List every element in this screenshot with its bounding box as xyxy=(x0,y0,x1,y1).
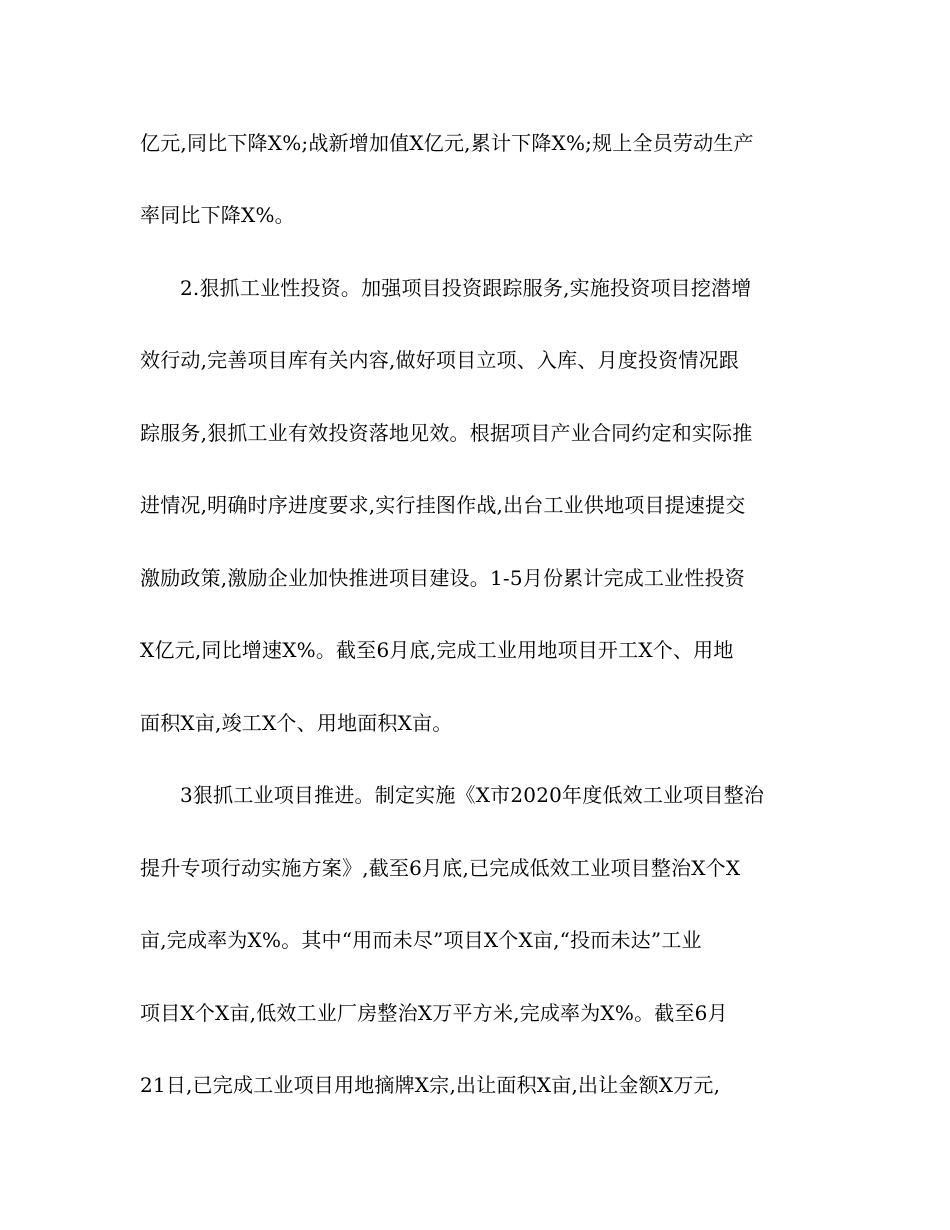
text-line: 激励政策,激励企业加快推进项目建设。1-5月份累计完成工业性投资 xyxy=(140,566,745,590)
paragraph-2-start: 2.狠抓工业性投资。加强项目投资跟踪服务,实施投资项目挖潜增 xyxy=(180,276,752,300)
text-line: 亩,完成率为X%。其中“用而未尽”项目X个X亩,“投而未达”工业 xyxy=(140,928,702,952)
text-line: X亿元,同比增速X%。截至6月底,完成工业用地项目开工X个、用地 xyxy=(140,638,734,662)
text-line: 进情况,明确时序进度要求,实行挂图作战,出台工业供地项目提速提交 xyxy=(140,493,746,517)
text-line: 21日,已完成工业项目用地摘牌X宗,出让面积X亩,出让金额X万元, xyxy=(140,1073,721,1097)
text-line: 效行动,完善项目库有关内容,做好项目立项、入库、月度投资情况跟 xyxy=(140,348,739,372)
text-line: 率同比下降X%。 xyxy=(140,203,295,227)
text-line: 项目X个X亩,低效工业厂房整治X万平方米,完成率为X%。截至6月 xyxy=(140,1001,728,1025)
text-line: 踪服务,狠抓工业有效投资落地见效。根据项目产业合同约定和实际推 xyxy=(140,421,753,445)
text-line: 面积X亩,竣工X个、用地面积X亩。 xyxy=(140,711,453,735)
text-line: 亿元,同比下降X%;战新增加值X亿元,累计下降X%;规上全员劳动生产 xyxy=(140,131,754,155)
text-line: 提升专项行动实施方案》,截至6月底,已完成低效工业项目整治X个X xyxy=(140,856,741,880)
paragraph-3-start: 3狠抓工业项目推进。制定实施《X市2020年度低效工业项目整治 xyxy=(180,783,765,807)
